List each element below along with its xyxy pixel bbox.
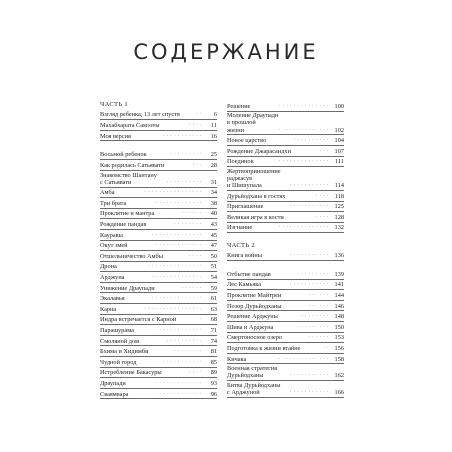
dot-leader: . . . . . . . . . <box>297 270 329 276</box>
page-number: 118 <box>334 192 344 200</box>
chapter-title: Знакомство Шантану с Сатьявати <box>100 171 157 186</box>
page-number: 38 <box>210 199 217 207</box>
toc-entry[interactable] <box>227 146 344 157</box>
dot-leader: . . . . . . . . . . . . . . . . <box>144 189 202 195</box>
chapter-title: Новое царство <box>227 137 267 145</box>
page-number: 47 <box>210 242 217 250</box>
page-number: 54 <box>210 274 217 282</box>
chapter-title: Жертвоприношение раджасуя и Шишупала <box>227 167 281 190</box>
dot-leader: . . . . . . . . . . . . . . <box>152 295 202 301</box>
dot-leader: . . <box>196 111 202 117</box>
dot-leader: . . . . . . . . . . <box>166 337 202 343</box>
chapter-title: Унижение Драупади <box>100 284 155 292</box>
page-number: 102 <box>334 126 344 134</box>
chapter-title: Сваямвара <box>100 390 129 398</box>
toc-entry[interactable] <box>100 160 217 171</box>
chapter-title: Битва Дурьйодханы с Арджуной <box>227 381 281 396</box>
chapter-title: Кауравы <box>100 231 123 239</box>
toc-entry[interactable] <box>100 110 217 121</box>
chapter-title: Карна <box>100 305 117 313</box>
toc-entry[interactable] <box>227 364 344 381</box>
dot-leader: . . . . . . . . . . . . <box>159 390 202 396</box>
dot-leader: . . . . . . . . . . . <box>290 251 329 257</box>
page-number: 61 <box>210 295 217 303</box>
chapter-title: Моя версия <box>100 132 131 140</box>
toc-entry[interactable] <box>100 209 217 220</box>
dot-leader: . . . . . . . . . . . <box>290 388 329 394</box>
toc-entry[interactable] <box>100 230 217 241</box>
dot-leader: . . . . . . <box>181 210 202 216</box>
toc-entry[interactable] <box>100 150 217 161</box>
chapter-title: Дрона <box>100 263 117 271</box>
toc-entry[interactable] <box>100 219 217 230</box>
toc-entry[interactable] <box>100 357 217 368</box>
dot-leader: . . . . . . . . . . . . <box>159 327 202 333</box>
chapter-title: Решение Арджуны <box>227 313 278 321</box>
toc-entry[interactable] <box>100 304 217 315</box>
chapter-title: Рождение пандав <box>100 221 147 229</box>
chapter-title: Моление Драупади в прошлой жизни <box>227 112 279 134</box>
toc-entry[interactable] <box>227 322 344 333</box>
chapter-title: Великая игра в кости <box>227 213 284 221</box>
dot-leader: . . . . . . . . . . . <box>290 182 329 188</box>
toc-entry[interactable] <box>100 315 217 326</box>
dot-leader: . . . . <box>316 213 329 219</box>
part-heading: ЧАСТЬ 2 <box>227 241 255 249</box>
page-number: 148 <box>334 313 344 321</box>
toc-entry[interactable] <box>227 269 344 280</box>
chapter-title: Лес Камьяка <box>227 281 261 289</box>
toc-entry[interactable] <box>227 343 344 354</box>
page-number: 153 <box>334 334 344 342</box>
toc-entry[interactable] <box>227 301 344 312</box>
page-number: 132 <box>334 224 344 232</box>
chapter-title: Парашурама <box>100 327 134 335</box>
chapter-title: Смоляной дом <box>100 337 139 345</box>
dot-leader: . . . . <box>189 369 202 375</box>
page-number: 63 <box>210 305 217 313</box>
chapter-title: Решение <box>227 102 251 110</box>
page-number: 107 <box>334 147 344 155</box>
toc-entry[interactable] <box>227 191 344 202</box>
toc-column-left <box>100 101 217 399</box>
page-number: 144 <box>334 292 344 300</box>
dot-leader: . . . . . . . . . . . . . <box>155 199 202 205</box>
dot-leader: . . . . . . . . . . . . . . <box>279 126 329 132</box>
chapter-title: Кичака <box>227 355 247 363</box>
toc-entry[interactable] <box>227 202 344 213</box>
dot-leader: . . . . . . <box>308 334 329 340</box>
chapter-title: Амба <box>100 189 115 197</box>
part-heading: ЧАСТЬ 1 <box>100 101 128 108</box>
toc-entry[interactable] <box>227 101 344 112</box>
toc-entry[interactable] <box>100 262 217 273</box>
page-number: 34 <box>210 189 217 197</box>
page-number: 93 <box>210 379 217 387</box>
chapter-title: Изгнание <box>227 224 253 232</box>
dot-leader: . . . . . . . . . <box>170 151 202 157</box>
dot-leader: . . . . . . . . . . . <box>290 203 329 209</box>
page-number: 89 <box>210 369 217 377</box>
page-number: 50 <box>210 252 217 260</box>
page-number: 166 <box>334 388 344 396</box>
toc-entry[interactable] <box>227 167 344 191</box>
toc-entry[interactable] <box>100 272 217 283</box>
chapter-title: Восьмой ребенок <box>100 151 147 159</box>
page-number: 43 <box>210 221 217 229</box>
page-number: 111 <box>335 158 344 166</box>
toc-entry[interactable] <box>227 280 344 291</box>
toc-entry[interactable] <box>227 112 344 136</box>
page-number: 74 <box>210 337 217 345</box>
chapter-title: Дурьйодхана в гостях <box>227 192 286 200</box>
page-number: 156 <box>334 345 344 352</box>
dot-leader: . . . . . . . . . . . . . . <box>152 231 202 237</box>
chapter-title: Позор Дурьйодханы <box>227 302 282 310</box>
chapter-title: Чудной город <box>100 358 137 366</box>
dot-leader: . . . . <box>189 121 202 127</box>
dot-leader: . . <box>323 345 329 350</box>
chapter-title: Шива и Арджуна <box>227 323 274 331</box>
toc-entry[interactable] <box>100 368 217 379</box>
chapter-title: Драупади <box>100 379 126 387</box>
dot-leader: . . . . . . . . . . . . . . . . <box>144 305 202 311</box>
toc-entry[interactable] <box>100 283 217 294</box>
page-number: 141 <box>334 281 344 289</box>
chapter-title: Подготовка к жизни втайне <box>227 345 301 352</box>
page-number: 150 <box>334 323 344 331</box>
toc-entry[interactable] <box>100 251 217 262</box>
page-number: 16 <box>210 132 217 140</box>
page-number: 128 <box>334 213 344 221</box>
page-number: 125 <box>334 203 344 211</box>
dot-leader: . . . . . . . . . . . <box>163 358 202 364</box>
page-title: СОДЕРЖАНИЕ <box>133 40 319 64</box>
page-number: 28 <box>210 162 217 170</box>
page-number: 158 <box>334 355 344 363</box>
chapter-title: Проклятие Майтреи <box>227 292 282 300</box>
dot-leader: . . . . . . . . . . <box>166 178 202 184</box>
dot-leader: . . . . . . . . <box>174 348 202 354</box>
page-number: 51 <box>210 263 217 271</box>
dot-leader: . . . . . . . . . . . . . . . <box>275 355 329 361</box>
chapter-title: Взгляд ребенка, 13 лет спустя <box>100 111 180 119</box>
page-number: 31 <box>210 178 217 186</box>
toc-entry[interactable] <box>100 325 217 336</box>
toc-entry[interactable] <box>100 346 217 357</box>
dot-leader: . . . . . . . . . . . . . . <box>279 158 329 164</box>
page-number: 25 <box>210 151 217 159</box>
dot-leader: . . . . . . . . . . . <box>290 372 329 378</box>
toc-entry[interactable] <box>227 135 344 146</box>
dot-leader: . . . <box>192 162 202 168</box>
page-number: 136 <box>334 251 344 259</box>
page-number: 100 <box>334 102 344 110</box>
dot-leader: . . . . . . . . . <box>297 323 329 329</box>
toc-entry[interactable] <box>227 311 344 322</box>
chapter-title: Отшельничество Амбы <box>100 252 163 260</box>
dot-leader: . . . . <box>189 252 202 258</box>
dot-leader: . <box>200 316 202 322</box>
page-number: 114 <box>334 182 344 190</box>
page-number: 81 <box>210 348 217 356</box>
page-number: 85 <box>210 358 217 366</box>
page-number: 104 <box>334 137 344 145</box>
chapter-title: Махабхарата Самээты <box>100 121 160 129</box>
page-number: 40 <box>210 210 217 218</box>
dot-leader: . . . . . . . . . . <box>293 137 329 143</box>
toc-entry[interactable] <box>227 354 344 365</box>
dot-leader: . . . . . . . . . . . . . <box>155 242 202 248</box>
toc-entry[interactable] <box>100 120 217 131</box>
spacer <box>227 233 344 241</box>
toc-entry[interactable] <box>227 223 344 234</box>
spacer <box>227 261 344 269</box>
chapter-title: Бхима и Хидимби <box>100 348 149 356</box>
chapter-title: Экалавья <box>100 295 125 303</box>
toc-entry[interactable] <box>227 250 344 261</box>
dot-leader: . . . . . . <box>308 302 329 308</box>
chapter-title: Арджуна <box>100 274 125 282</box>
toc-entry[interactable] <box>227 333 344 344</box>
chapter-title: Как родилась Сатьявати <box>100 162 165 170</box>
dot-leader: . . . . . . . . . . . <box>163 132 202 138</box>
dot-leader: . . . <box>319 147 329 153</box>
dot-leader: . . . . . . . . . . . . . <box>155 379 202 385</box>
spacer <box>100 141 217 149</box>
page-number: 146 <box>334 302 344 310</box>
chapter-title: Три брата <box>100 199 127 207</box>
page-number: 71 <box>210 327 217 335</box>
toc-entry[interactable] <box>100 378 217 389</box>
dot-leader: . . . . . . . . . . . <box>290 281 329 287</box>
page-number: 96 <box>210 390 217 398</box>
chapter-title: Военная стратегия Дурьйодханы <box>227 365 278 380</box>
page-number: 45 <box>210 231 217 239</box>
chapter-title: Истребление Бакасуры <box>100 369 162 377</box>
page-number: 139 <box>334 270 344 278</box>
toc-entry[interactable] <box>227 157 344 168</box>
toc-entry[interactable] <box>100 188 217 199</box>
page-number: 68 <box>210 316 217 324</box>
page-number: 162 <box>334 372 344 380</box>
chapter-title: Индра встречается с Карной <box>100 316 177 324</box>
dot-leader: . . . . . . . . . . . . . . <box>279 224 329 230</box>
toc-column-right <box>227 101 344 398</box>
toc-entry[interactable] <box>100 389 217 400</box>
page-number: 11 <box>210 121 217 129</box>
chapter-title: Поединок <box>227 158 254 166</box>
chapter-title: Книга войны <box>227 251 262 259</box>
dot-leader: . . . . . . <box>181 284 202 290</box>
toc-entry[interactable] <box>100 171 217 188</box>
chapter-title: Приглашение <box>227 203 264 211</box>
dot-leader: . . . . . . . . . . . . . . . <box>148 263 202 269</box>
dot-leader: . . . . . . . . <box>174 221 202 227</box>
toc-entry[interactable] <box>100 241 217 252</box>
toc-entry[interactable] <box>227 290 344 301</box>
chapter-title: Смертоносное озеро <box>227 334 283 342</box>
toc-entry[interactable] <box>100 293 217 304</box>
chapter-title: Отбытие пандав <box>227 270 271 278</box>
chapter-title: Окут змей <box>100 242 128 250</box>
toc-entry[interactable] <box>100 198 217 209</box>
dot-leader: . . . . <box>316 192 329 198</box>
dot-leader: . . . . . . . . . . . . . . <box>279 102 329 108</box>
toc-entry[interactable] <box>100 336 217 347</box>
chapter-title: Проклятие и мантра <box>100 210 155 218</box>
toc-entry[interactable] <box>227 212 344 223</box>
dot-leader: . . . . . . . . . . . . . . <box>152 274 202 280</box>
page-number: 59 <box>210 284 217 292</box>
chapter-title: Рождение Джарасандхи <box>227 147 291 155</box>
dot-leader: . . . . . . <box>308 292 329 298</box>
dot-leader: . . . . . . . . <box>301 313 329 319</box>
page-number: 6 <box>213 111 217 119</box>
toc-entry[interactable] <box>227 381 344 398</box>
toc-entry[interactable] <box>100 131 217 142</box>
